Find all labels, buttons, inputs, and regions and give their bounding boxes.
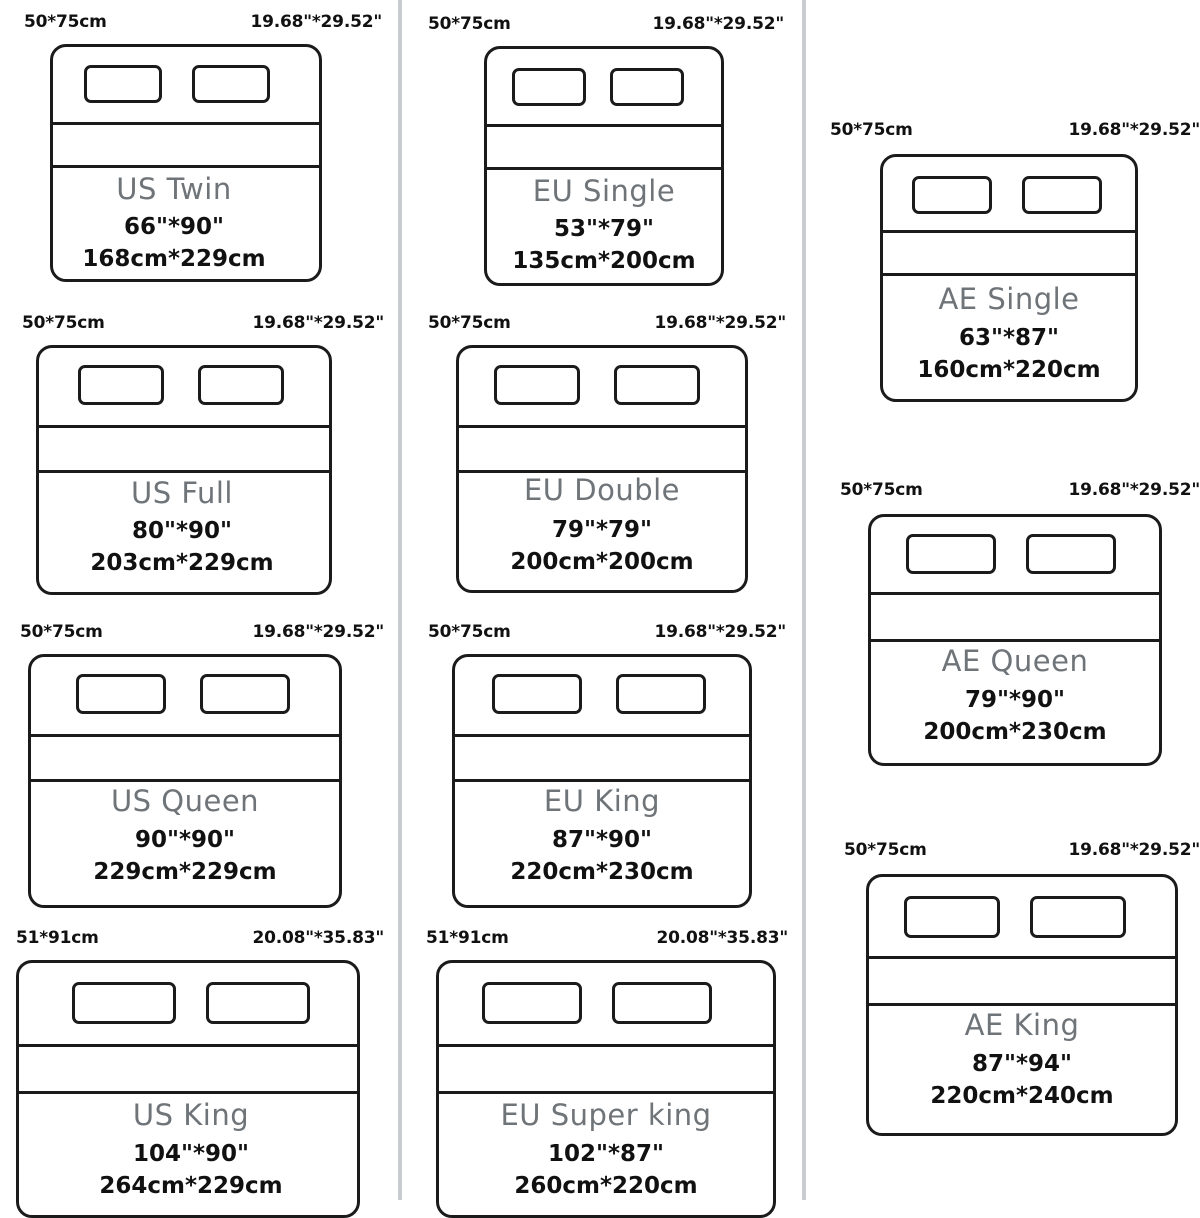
bed-size-inches: 90"*90": [134, 827, 235, 853]
pillow-left: [84, 65, 162, 103]
sheet-band: [436, 1044, 776, 1094]
pillow-dimension-label: [840, 480, 1200, 500]
pillow-inch-label: 19.68"*29.52": [1068, 480, 1200, 500]
pillow-left: [512, 68, 586, 106]
pillow-right: [200, 674, 290, 714]
bed-card-eu-super-king: [426, 928, 788, 1200]
pillow-inch-label: 19.68"*29.52": [1068, 120, 1200, 140]
pillow-dimension-label: [830, 120, 1200, 140]
pillow-left: [492, 674, 582, 714]
bed-name: US Full: [131, 476, 233, 510]
pillow-right: [1030, 896, 1126, 938]
pillow-dimension-label: [428, 14, 784, 34]
pillow-dimension-label: [20, 622, 384, 642]
pillow-inch-label: 20.08"*35.83": [656, 928, 788, 948]
pillow-right: [192, 65, 270, 103]
bed-size-inches: 66"*90": [123, 214, 224, 240]
pillow-dimension-label: [24, 12, 382, 32]
pillow-cm-label: 51*91cm: [16, 928, 99, 948]
pillow-inch-label: 19.68"*29.52": [654, 622, 786, 642]
pillow-left: [904, 896, 1000, 938]
bed-size-inches: 87"*94": [971, 1051, 1072, 1077]
pillow-cm-label: 50*75cm: [428, 14, 511, 34]
bed-size-cm: 135cm*200cm: [512, 248, 696, 274]
bed-size-inches: 63"*87": [958, 325, 1059, 351]
bed-name: US Twin: [116, 172, 232, 206]
pillow-cm-label: 50*75cm: [24, 12, 107, 32]
pillow-right: [616, 674, 706, 714]
sheet-band: [16, 1044, 360, 1094]
sheet-band: [36, 425, 332, 473]
pillow-left: [912, 176, 992, 214]
bed-size-cm: 200cm*230cm: [923, 719, 1107, 745]
pillow-right: [610, 68, 684, 106]
bed-size-inches: 79"*79": [551, 517, 652, 543]
pillow-cm-label: 50*75cm: [840, 480, 923, 500]
pillow-dimension-label: [428, 622, 786, 642]
sheet-band: [50, 122, 322, 168]
pillow-inch-label: 19.68"*29.52": [252, 313, 384, 333]
column-ae: [812, 0, 1200, 1200]
bed-size-cm: 160cm*220cm: [917, 357, 1101, 383]
pillow-right: [206, 982, 310, 1024]
sheet-band: [866, 956, 1178, 1006]
pillow-inch-label: 19.68"*29.52": [252, 622, 384, 642]
pillow-cm-label: 50*75cm: [20, 622, 103, 642]
column-us: [0, 0, 400, 1200]
bed-name: AE Single: [938, 282, 1080, 316]
pillow-inch-label: 19.68"*29.52": [652, 14, 784, 34]
bed-size-cm: 200cm*200cm: [510, 549, 694, 575]
pillow-left: [482, 982, 582, 1024]
bed-size-cm: 229cm*229cm: [93, 859, 277, 885]
pillow-inch-label: 19.68"*29.52": [654, 313, 786, 333]
sheet-band: [28, 734, 342, 782]
bed-card-us-king: [16, 928, 384, 1200]
bed-size-inches: 104"*90": [132, 1141, 249, 1167]
pillow-left: [78, 365, 164, 405]
bed-size-cm: 264cm*229cm: [99, 1173, 283, 1199]
sheet-band: [456, 425, 748, 473]
pillow-left: [906, 534, 996, 574]
pillow-dimension-label: [16, 928, 384, 948]
bed-size-inches: 102"*87": [547, 1141, 664, 1167]
pillow-right: [614, 365, 700, 405]
pillow-left: [494, 365, 580, 405]
pillow-cm-label: 50*75cm: [830, 120, 913, 140]
pillow-cm-label: 50*75cm: [428, 313, 511, 333]
bed-size-inches: 79"*90": [964, 687, 1065, 713]
bed-name: AE King: [964, 1008, 1080, 1042]
bed-card-eu-single: [428, 14, 784, 282]
pillow-right: [198, 365, 284, 405]
pillow-dimension-label: [22, 313, 384, 333]
bed-card-us-queen: [20, 622, 384, 897]
bed-name: EU Double: [523, 473, 681, 507]
sheet-band: [484, 124, 724, 170]
bed-size-cm: 220cm*240cm: [930, 1083, 1114, 1109]
bed-name: US Queen: [110, 784, 260, 818]
pillow-dimension-label: [426, 928, 788, 948]
bed-size-cm: 168cm*229cm: [82, 246, 266, 272]
bed-name: EU Super king: [500, 1098, 712, 1132]
pillow-inch-label: 19.68"*29.52": [1068, 840, 1200, 860]
bed-name: AE Queen: [941, 644, 1089, 678]
pillow-cm-label: 50*75cm: [22, 313, 105, 333]
pillow-cm-label: 50*75cm: [844, 840, 927, 860]
bed-size-cm: 203cm*229cm: [90, 550, 274, 576]
pillow-right: [1022, 176, 1102, 214]
sheet-band: [880, 230, 1138, 276]
pillow-cm-label: 51*91cm: [426, 928, 509, 948]
bed-name: US King: [132, 1098, 250, 1132]
pillow-inch-label: 20.08"*35.83": [252, 928, 384, 948]
bed-size-cm: 220cm*230cm: [510, 859, 694, 885]
bed-card-eu-double: [428, 313, 786, 583]
pillow-dimension-label: [428, 313, 786, 333]
bed-card-ae-single: [830, 120, 1200, 398]
bed-size-inches: 80"*90": [131, 518, 232, 544]
bed-name: EU Single: [532, 174, 676, 208]
bed-size-inches: 53"*79": [553, 216, 654, 242]
pillow-cm-label: 50*75cm: [428, 622, 511, 642]
bed-card-us-full: [22, 313, 384, 583]
bed-card-eu-king: [428, 622, 786, 897]
pillow-right: [612, 982, 712, 1024]
bed-card-us-twin: [24, 12, 382, 282]
bed-card-ae-queen: [840, 480, 1200, 756]
sheet-band: [868, 592, 1162, 642]
bed-name: EU King: [543, 784, 661, 818]
bed-card-ae-king: [844, 840, 1200, 1128]
bed-size-inches: 87"*90": [551, 827, 652, 853]
pillow-left: [72, 982, 176, 1024]
pillow-dimension-label: [844, 840, 1200, 860]
pillow-inch-label: 19.68"*29.52": [250, 12, 382, 32]
bed-size-cm: 260cm*220cm: [514, 1173, 698, 1199]
sheet-band: [452, 734, 752, 782]
column-eu: [404, 0, 804, 1200]
pillow-left: [76, 674, 166, 714]
pillow-right: [1026, 534, 1116, 574]
